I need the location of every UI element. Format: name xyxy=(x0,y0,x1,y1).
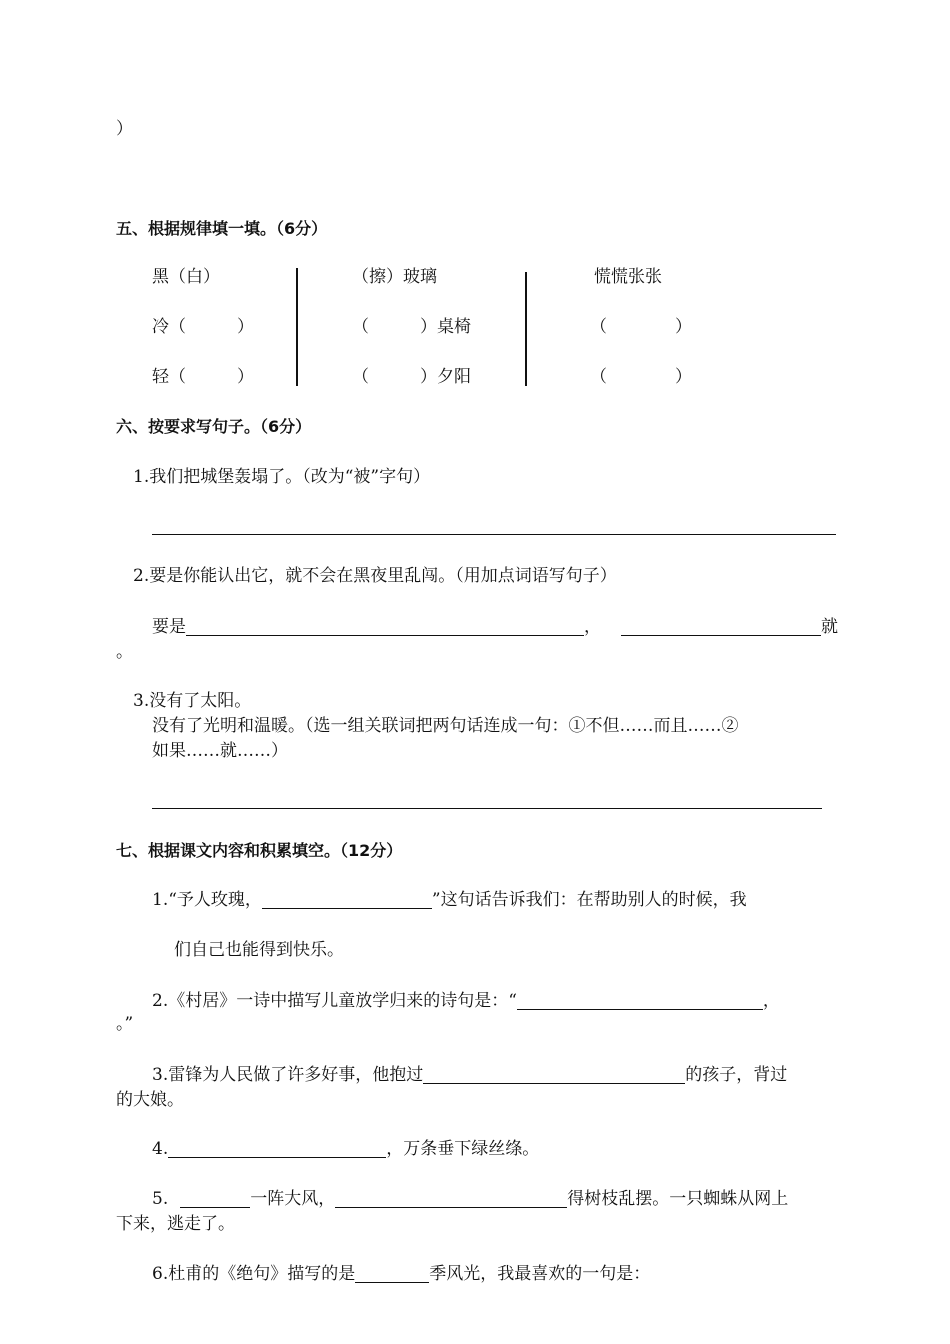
q7-3-text-b: 的孩子，背过 xyxy=(685,1065,788,1085)
col2-row3: （ ）夕阳 xyxy=(352,367,471,387)
q7-4-text-a: 4. xyxy=(152,1139,169,1159)
q7-5-text-c: 得树枝乱摆。一只蜘蛛从网上 xyxy=(567,1189,789,1209)
q7-6-text-b: 季风光，我最喜欢的一句是： xyxy=(429,1264,651,1284)
blank-6-2-b[interactable] xyxy=(621,617,821,636)
question-6-3-line2: 没有了光明和温暖。（选一组关联词把两句话连成一句：①不但……而且……② xyxy=(152,716,739,736)
q7-4-text-b: ，万条垂下绿丝绦。 xyxy=(386,1139,540,1159)
column-divider-2 xyxy=(525,272,527,386)
question-6-1: 1.我们把城堡轰塌了。（改为“被”字句） xyxy=(133,467,431,487)
col2-row2: （ ）桌椅 xyxy=(352,317,471,337)
question-7-3 xyxy=(152,1064,787,1086)
section-5-title: 五、根据规律填一填。（6分） xyxy=(116,219,328,238)
blank-7-1[interactable] xyxy=(262,890,432,909)
column-divider-1 xyxy=(296,268,298,386)
q2-comma: ， xyxy=(584,617,601,637)
answer-line-6-3[interactable] xyxy=(152,808,822,809)
question-7-2 xyxy=(152,990,780,1012)
q7-5-text-a: 5. xyxy=(152,1189,169,1209)
q7-5-text-b: 一阵大风， xyxy=(250,1189,336,1209)
col1-row1: 黑（白） xyxy=(152,267,220,287)
question-7-4 xyxy=(152,1138,539,1160)
question-7-2-end: 。” xyxy=(116,1014,134,1034)
col3-row3: （ ） xyxy=(590,367,692,387)
question-7-1-cont: 们自己也能得到快乐。 xyxy=(174,940,344,960)
question-6-3-line3: 如果……就……） xyxy=(152,741,288,761)
q7-1-text-a: 1.“予人玫瑰， xyxy=(152,890,262,910)
col2-row1: （擦）玻璃 xyxy=(352,267,437,287)
blank-7-5-b[interactable] xyxy=(335,1189,567,1208)
q7-3-text-a: 3.雷锋为人民做了许多好事，他抱过 xyxy=(152,1065,424,1085)
blank-7-3[interactable] xyxy=(423,1065,685,1084)
q7-2-text-a: 2.《村居》一诗中描写儿童放学归来的诗句是：“ xyxy=(152,991,517,1011)
blank-7-5-a[interactable] xyxy=(180,1189,250,1208)
question-7-5-cont: 下来，逃走了。 xyxy=(116,1214,235,1234)
col3-row1: 慌慌张张 xyxy=(594,267,662,287)
question-7-1 xyxy=(152,889,747,911)
blank-7-2[interactable] xyxy=(517,991,763,1010)
section-7-title: 七、根据课文内容和积累填空。（12分） xyxy=(116,841,403,860)
question-7-5 xyxy=(152,1188,788,1210)
question-7-6 xyxy=(152,1263,650,1285)
q7-6-text-a: 6.杜甫的《绝句》描写的是 xyxy=(152,1264,356,1284)
col1-row2: 冷（ ） xyxy=(152,317,254,337)
col3-row2: （ ） xyxy=(590,317,692,337)
q2-end-mark: 。 xyxy=(116,642,133,662)
question-7-3-cont: 的大娘。 xyxy=(116,1090,184,1110)
top-fragment: ） xyxy=(116,119,133,139)
answer-line-6-1[interactable] xyxy=(152,534,836,535)
col1-row3: 轻（ ） xyxy=(152,367,254,387)
answer-line-6-2 xyxy=(152,616,838,638)
blank-6-2-a[interactable] xyxy=(186,617,584,636)
question-6-3-line1: 3.没有了太阳。 xyxy=(133,691,252,711)
q7-2-text-b: ， xyxy=(762,991,780,1011)
q2-prefix: 要是 xyxy=(152,617,186,637)
question-6-2: 2.要是你能认出它，就不会在黑夜里乱闯。（用加点词语写句子） xyxy=(133,566,617,586)
blank-7-4[interactable] xyxy=(168,1139,386,1158)
q2-jiu: 就 xyxy=(821,617,838,637)
blank-7-6[interactable] xyxy=(355,1264,429,1283)
section-6-title: 六、按要求写句子。（6分） xyxy=(116,417,312,436)
q7-1-text-b: ”这句话告诉我们：在帮助别人的时候，我 xyxy=(431,890,747,910)
